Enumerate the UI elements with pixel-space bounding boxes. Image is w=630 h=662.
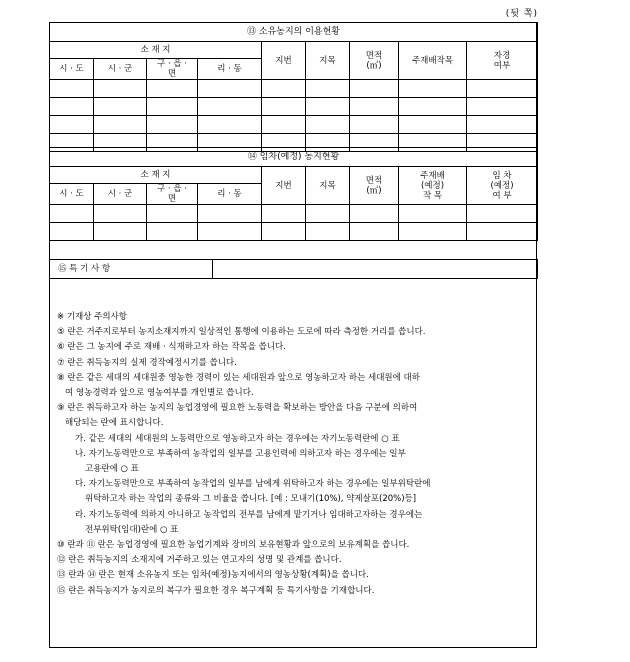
area-header: 면적 (㎡)	[350, 42, 399, 80]
instruction-line: 고용란에 ○ 표	[85, 464, 139, 475]
owned-farmland-table	[49, 22, 538, 152]
instruction-line: 여 영농경력과 앞으로 영농여부를 개인별로 씁니다.	[65, 388, 254, 399]
province-header: 시 · 도	[50, 184, 94, 205]
instructions	[57, 310, 537, 599]
lease-status-header: 임 차 (예정) 여 부	[467, 167, 538, 205]
city-header: 시 · 군	[94, 59, 147, 80]
location-header: 소 재 지	[50, 42, 262, 59]
instruction-line: 다. 자기노동력만으로 부족하여 농작업의 일부를 남에게 위탁하고자 하는 경우에는 일부위탁란에	[75, 479, 431, 490]
leased-farmland-title: ⑭ 임차(예정) 농지현황	[50, 148, 538, 167]
instruction-line: 전부위탁(임대)란에 ○ 표	[85, 524, 179, 535]
city-header: 시 · 군	[94, 184, 147, 205]
district-header: 구 · 읍 · 면	[147, 184, 198, 205]
instruction-line: ⑨ 란은 취득하고자 하는 농지의 농업경영에 필요한 노동력을 확보하는 방안을 다음 구분에 의하여	[57, 403, 418, 414]
form-frame	[49, 22, 537, 648]
special-notes-row	[49, 259, 538, 279]
instruction-line: 나. 자기노동력만으로 부족하여 농작업의 일부를 고용인력에 의하고자 하는 경우에는 일부	[75, 448, 406, 459]
district-header: 구 · 읍 · 면	[147, 59, 198, 80]
village-header: 리 · 동	[198, 184, 262, 205]
back-page-label: (뒷 쪽)	[505, 9, 538, 19]
leased-farmland-table	[49, 147, 538, 241]
self-cultivation-header: 자경 여부	[467, 42, 538, 80]
instruction-line: ⑦ 란은 취득농지의 실제 경작예정시기를 씁니다.	[57, 357, 237, 368]
table-row	[50, 223, 538, 241]
table-row	[50, 205, 538, 223]
instruction-line: ⑫ 란은 취득농지의 소재지에 거주하고 있는 연고자의 성명 및 관계를 씁니다.	[57, 555, 342, 566]
lot-number-header: 지번	[262, 42, 306, 80]
instruction-line: 가. 같은 세대의 세대원의 노동력만으로 영농하고자 하는 경우에는 자기노동력란에 ○ 표	[75, 433, 400, 444]
main-crop-header: 주재배작목	[399, 42, 467, 80]
instruction-line: ⑥ 란은 그 농지에 주로 재배 · 식재하고자 하는 작목을 씁니다.	[57, 342, 286, 353]
village-header: 리 · 동	[198, 59, 262, 80]
table-row	[50, 80, 538, 98]
instruction-line: 위탁하고자 하는 작업의 종류와 그 비율을 씁니다. [예 : 모내기(10%), 약제살포(20%)등]	[85, 494, 417, 505]
special-notes-label: ⑮ 특 기 사 항	[50, 260, 213, 279]
lot-number-header: 지번	[262, 167, 306, 205]
location-header: 소 재 지	[50, 167, 262, 184]
instruction-line: ⑬ 란과 ⑭ 란은 현재 소유농지 또는 임차(예정)농지에서의 영농상황(계획)을 씁니다.	[57, 570, 369, 581]
owned-farmland-title: ⑬ 소유농지의 이용현황	[50, 23, 538, 42]
instruction-line: ⑧ 란은 같은 세대의 세대원중 영농한 경력이 있는 세대원과 앞으로 영농하고자 하는 세대원에 대하	[57, 372, 420, 383]
land-category-header: 지목	[306, 42, 350, 80]
instruction-line: 라. 자기노동력에 의하지 아니하고 농작업의 전부를 남에게 맡기거나 임대하고자하는 경우에는	[75, 509, 423, 520]
instruction-line: ⑩ 란과 ⑪ 란은 농업경영에 필요한 농업기계와 장비의 보유현황과 앞으로의 보유계획을 씁니다.	[57, 540, 410, 551]
main-crop-header: 주재배 (예정) 작 목	[399, 167, 467, 205]
instructions-heading: ※ 기재상 주의사항	[57, 312, 128, 322]
area-header: 면적 (㎡)	[350, 167, 399, 205]
table-row	[50, 98, 538, 116]
special-notes-field[interactable]	[213, 260, 538, 279]
province-header: 시 · 도	[50, 59, 94, 80]
table-row	[50, 116, 538, 134]
instruction-line: ⑤ 란은 거주지로부터 농지소재지까지 일상적인 통행에 이용하는 도로에 따라 측정한 거리를 씁니다.	[57, 327, 426, 338]
land-category-header: 지목	[306, 167, 350, 205]
instruction-line: ⑮ 란은 취득농지가 농지로의 복구가 필요한 경우 복구계획 등 특기사항을 기재합니다.	[57, 585, 375, 596]
instruction-line: 해당되는 란에 표시합니다.	[65, 418, 164, 429]
